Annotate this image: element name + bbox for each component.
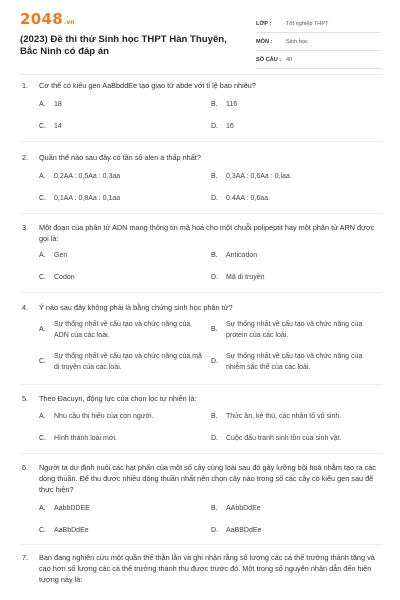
option-d[interactable]: [211, 352, 376, 373]
option-text: Sự thống nhất về cấu tạo và chức năng của mã di truyền của các loài.: [54, 353, 202, 371]
option-key: C.: [39, 435, 46, 442]
option-key: A.: [39, 173, 46, 180]
option-text: AabbDDEE: [54, 505, 90, 512]
option-key: A.: [39, 252, 46, 259]
question-stem: [22, 152, 382, 163]
option-key: B.: [211, 101, 218, 108]
question-text: Một đoạn của phân tử ADN mang thông tin mã hoá cho một chuỗi polipeptit hay một phân tử ARN được gọi là:: [39, 223, 375, 243]
question-stem: [22, 302, 382, 313]
option-text: 18: [54, 101, 62, 108]
question-number: 4.: [22, 303, 29, 312]
option-key: B.: [211, 252, 218, 259]
option-text: 0,1AA : 0,8Aa : 0,1aa: [54, 195, 121, 202]
option-text: 0,3AA : 0,6Aa : 0,laa.: [226, 173, 292, 180]
option-text: Cuộc đấu tranh sinh tồn của sinh vật.: [226, 435, 342, 442]
option-text: 16: [226, 123, 234, 130]
option-b[interactable]: [211, 412, 381, 423]
question-text: Ý nào sau đây không phải là bằng chứng sinh học phân tử?: [39, 303, 233, 312]
option-d[interactable]: [211, 194, 361, 205]
question-number: 5.: [22, 394, 29, 403]
question-number: 3.: [22, 223, 29, 232]
option-key: D.: [211, 527, 218, 534]
option-c[interactable]: [39, 194, 189, 205]
option-b[interactable]: [211, 172, 361, 183]
option-d[interactable]: [211, 526, 361, 537]
question-divider: [20, 213, 382, 214]
option-text: Sự thống nhất về cấu tạo và chức năng của nhiễm sắc thể của các loài.: [226, 353, 363, 371]
option-text: Thức ăn, kẻ thù, các nhân tố vô sinh.: [226, 413, 342, 420]
option-text: AAbbDdEe: [226, 505, 261, 512]
question-stem: [22, 462, 382, 495]
option-text: Nhu cầu thị hiếu của con người.: [54, 413, 154, 420]
option-a[interactable]: [39, 412, 204, 423]
option-key: A.: [39, 101, 46, 108]
option-text: 14: [54, 123, 62, 130]
option-text: 116: [226, 101, 238, 108]
option-key: C.: [39, 195, 46, 202]
option-d[interactable]: [211, 122, 361, 133]
option-a[interactable]: [39, 172, 189, 183]
meta-key: SỐ CÂU :: [256, 56, 282, 63]
logo-text: 2048: [20, 10, 63, 28]
option-a[interactable]: [39, 251, 189, 262]
option-text: Hình thành loài mới.: [54, 435, 117, 442]
option-text: Sự thống nhất về cấu tạo và chức năng của ADN của các loài.: [54, 321, 191, 339]
page-header: [20, 10, 382, 72]
question-2: [22, 152, 382, 202]
option-a[interactable]: [39, 504, 189, 515]
question-3: [22, 222, 382, 281]
option-text: Sự thống nhất về cấu tạo và chức năng của protein của các loài.: [226, 321, 363, 339]
question-text: Quần thể nào sau đây có tần số alen a thấp nhất?: [39, 153, 201, 162]
meta-value: Tốt nghiệp THPT: [286, 20, 329, 27]
question-number: 6.: [22, 463, 29, 472]
option-key: D.: [211, 358, 218, 366]
question-text: Người ta dự định nuôi các hạt phấn của một số cây cùng loài sau đó gây lưỡng bội hoá nhằm tạo ra các dòng thuần. Để thu được nhiều dòng thuần nhất nên chọn cây nào trong số các cây có kiểu gen sau để thực hiện?: [39, 463, 376, 494]
option-key: A.: [39, 326, 46, 334]
option-key: C.: [39, 358, 46, 366]
question-number: 2.: [22, 153, 29, 162]
question-stem: [22, 80, 382, 91]
site-logo[interactable]: [20, 10, 74, 28]
option-key: A.: [39, 413, 46, 420]
option-key: B.: [211, 326, 218, 334]
option-key: D.: [211, 195, 218, 202]
option-text: AaBbDdEe: [54, 527, 89, 534]
question-stem: [22, 393, 382, 404]
question-6: [22, 462, 382, 534]
option-c[interactable]: [39, 273, 189, 284]
question-4: [22, 302, 382, 371]
question-number: 7.: [22, 553, 29, 562]
option-a[interactable]: [39, 100, 189, 111]
option-c[interactable]: [39, 434, 204, 445]
question-1: [22, 80, 382, 130]
option-key: C.: [39, 123, 46, 130]
question-divider: [20, 141, 382, 142]
option-c[interactable]: [39, 122, 189, 133]
option-d[interactable]: [211, 273, 361, 284]
option-key: D.: [211, 123, 218, 130]
meta-value: 40: [286, 56, 293, 63]
exam-meta: [256, 15, 382, 69]
option-b[interactable]: [211, 100, 361, 111]
question-divider: [20, 292, 382, 293]
option-key: A.: [39, 505, 46, 512]
question-text: Theo Đacuyn, động lực của chọn lọc tự nhiên là:: [39, 394, 197, 403]
option-b[interactable]: [211, 251, 361, 262]
option-key: B.: [211, 505, 218, 512]
option-key: B.: [211, 413, 218, 420]
option-key: D.: [211, 274, 218, 281]
header-divider: [20, 74, 382, 75]
option-text: Anticodon: [226, 252, 258, 259]
meta-key: MÔN :: [256, 38, 273, 45]
option-key: C.: [39, 527, 46, 534]
question-stem: [22, 552, 382, 585]
logo-suffix: .vn: [63, 19, 75, 26]
option-text: Mã di truyền: [226, 274, 265, 281]
question-text: Cơ thể có kiểu gen AaBbddEe tạo giao tử abde với tỉ lệ bao nhiêu?: [39, 81, 256, 90]
question-divider: [20, 453, 382, 454]
meta-row-subject: [256, 33, 382, 51]
option-text: Gen: [54, 252, 68, 259]
question-5: [22, 393, 382, 442]
exam-title: (2023) Đề thi thử Sinh học THPT Hàn Thuyên, Bắc Ninh có đáp án: [20, 34, 227, 57]
option-key: B.: [211, 173, 218, 180]
question-divider: [20, 384, 382, 385]
question-number: 1.: [22, 81, 29, 90]
option-b[interactable]: [211, 504, 361, 515]
question-stem: [22, 222, 382, 244]
option-text: Codon: [54, 274, 75, 281]
question-text: Bạn đang nghiên cứu một quần thể thằn lằn và ghi nhận rằng số lượng các cá thể trưởng thành tăng và cao hơn số lượng các cá thể trưởng thành thu được trước đó. Một trong số nguyên nhân dẫn đến hiện tượng này là:: [39, 553, 375, 584]
meta-key: LỚP :: [256, 20, 272, 27]
option-key: C.: [39, 274, 46, 281]
option-text: 0,2AA : 0,5Aa : 0,3aa: [54, 173, 121, 180]
option-text: 0.4AA : 0,6aa.: [226, 195, 270, 202]
option-d[interactable]: [211, 434, 381, 445]
option-a[interactable]: [39, 320, 204, 341]
meta-value: Sinh học: [286, 38, 308, 45]
question-7: [22, 552, 382, 585]
question-divider: [20, 544, 382, 545]
meta-row-count: [256, 51, 382, 69]
option-b[interactable]: [211, 320, 376, 341]
option-c[interactable]: [39, 352, 204, 373]
meta-row-class: [256, 15, 382, 33]
option-key: D.: [211, 435, 218, 442]
option-text: AaBBDdEe: [226, 527, 262, 534]
option-c[interactable]: [39, 526, 189, 537]
